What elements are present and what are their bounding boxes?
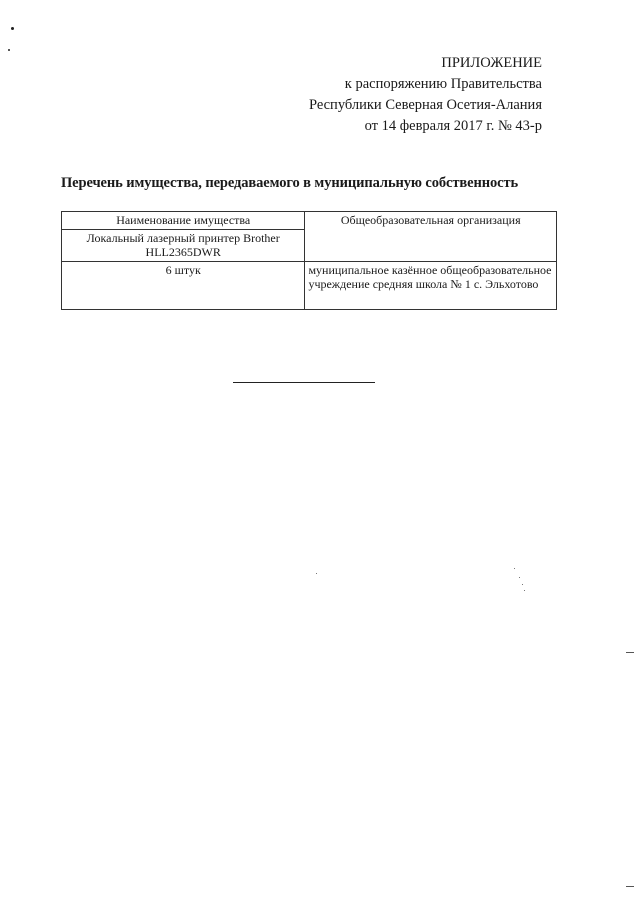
scan-speck	[11, 27, 14, 30]
assets-table	[61, 211, 557, 310]
cell-item-name: Локальный лазерный принтер Brother HLL2365DWR	[62, 230, 305, 262]
appendix-label: ПРИЛОЖЕНИЕ	[441, 55, 542, 71]
cell-quantity: 6 штук	[62, 262, 305, 310]
cell-organization: муниципальное казённое общеобразовательное учреждение средняя школа № 1 с. Эльхотово	[305, 262, 557, 310]
header-cell-property: Наименование имущества	[62, 212, 305, 230]
scan-dot	[316, 573, 317, 574]
scan-edge-mark	[626, 652, 634, 653]
appendix-header	[309, 53, 542, 137]
scan-edge-mark	[626, 886, 634, 887]
closing-divider	[233, 382, 375, 383]
table-header-row	[62, 212, 557, 230]
document-title: Перечень имущества, передаваемого в муниципальную собственность	[61, 175, 519, 191]
appendix-line-order: к распоряжению Правительства	[344, 76, 542, 92]
scan-dot	[514, 568, 515, 569]
appendix-line-date: от 14 февраля 2017 г. № 43-р	[364, 118, 542, 134]
appendix-line-republic: Республики Северная Осетия-Алания	[308, 97, 542, 113]
table-row	[62, 262, 557, 310]
scan-speck	[8, 49, 10, 51]
scan-dot	[519, 577, 520, 578]
scan-dot	[522, 584, 523, 585]
header-cell-organization: Общеобразовательная организация	[305, 212, 557, 262]
scan-dot	[524, 590, 525, 591]
